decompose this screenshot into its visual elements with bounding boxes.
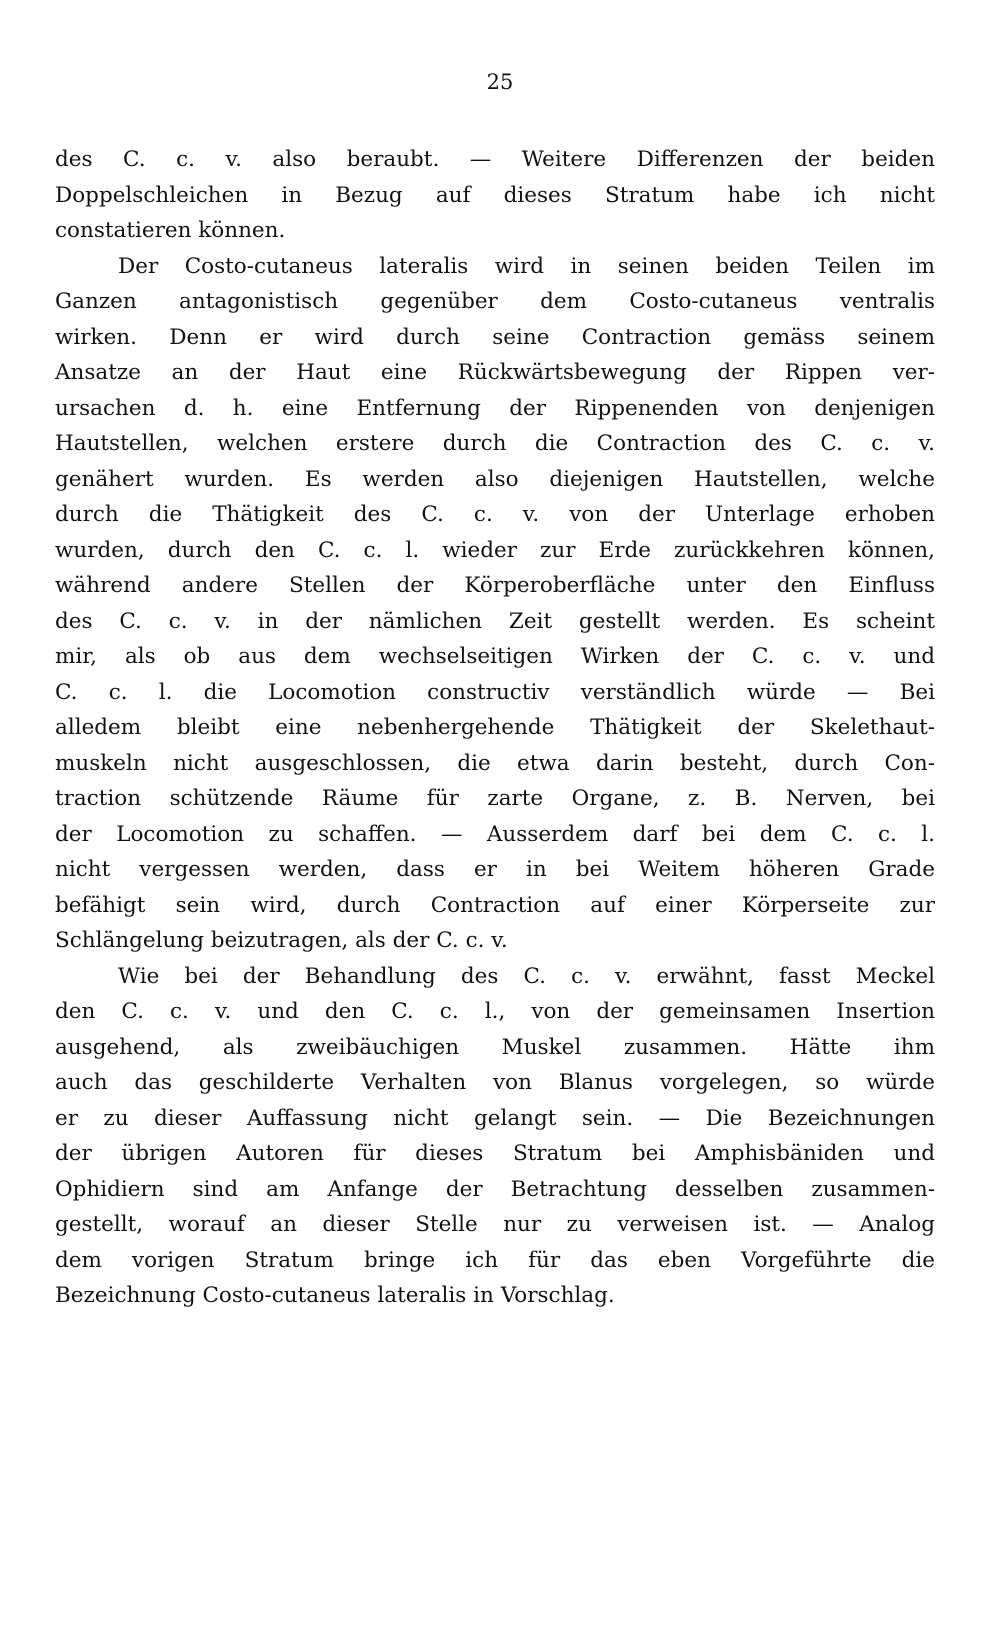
text-line: den C. c. v. und den C. c. l., von der gemeinsamen Insertion bbox=[55, 999, 935, 1024]
text-line: Der Costo-cutaneus lateralis wird in seinen beiden Teilen im bbox=[118, 253, 935, 279]
text-line: Ansatze an der Haut eine Rückwärtsbewegung der Rippen ver- bbox=[55, 360, 935, 385]
text-line: traction schützende Räume für zarte Organe, z. B. Nerven, bei bbox=[55, 786, 935, 811]
text-line: Doppelschleichen in Bezug auf dieses Stratum habe ich nicht bbox=[55, 182, 935, 208]
text-line: Wie bei der Behandlung des C. c. v. erwähnt, fasst Meckel bbox=[118, 963, 935, 989]
text-line: ausgehend, als zweibäuchigen Muskel zusammen. Hätte ihm bbox=[55, 1034, 935, 1060]
text-line: der Locomotion zu schaffen. — Ausserdem darf bei dem C. c. l. bbox=[55, 821, 935, 847]
text-line: befähigt sein wird, durch Contraction auf einer Körperseite zur bbox=[55, 892, 935, 918]
text-line: C. c. l. die Locomotion constructiv verständlich würde — Bei bbox=[55, 679, 935, 705]
text-line: mir, als ob aus dem wechselseitigen Wirken der C. c. v. und bbox=[55, 644, 935, 669]
body-text bbox=[55, 142, 935, 1314]
text-line: während andere Stellen der Körperoberfläche unter den Einfluss bbox=[55, 573, 935, 598]
text-line: des C. c. v. also beraubt. — Weitere Differenzen der beiden bbox=[55, 147, 935, 172]
text-line: wirken. Denn er wird durch seine Contraction gemäss seinem bbox=[55, 324, 935, 350]
text-line: Ophidiern sind am Anfange der Betrachtung desselben zusammen- bbox=[55, 1176, 935, 1202]
text-line: nicht vergessen werden, dass er in bei Weitem höheren Grade bbox=[55, 857, 935, 882]
text-line: wurden, durch den C. c. l. wieder zur Erde zurückkehren können, bbox=[55, 537, 935, 563]
text-line: gestellt, worauf an dieser Stelle nur zu verweisen ist. — Analog bbox=[55, 1212, 935, 1237]
text-line: muskeln nicht ausgeschlossen, die etwa darin besteht, durch Con- bbox=[55, 750, 935, 776]
text-line: dem vorigen Stratum bringe ich für das eben Vorgeführte die bbox=[55, 1247, 935, 1273]
text-line: des C. c. v. in der nämlichen Zeit gestellt werden. Es scheint bbox=[55, 608, 935, 634]
text-line: genähert wurden. Es werden also diejenigen Hautstellen, welche bbox=[55, 466, 935, 492]
text-line: Ganzen antagonistisch gegenüber dem Costo-cutaneus ventralis bbox=[55, 289, 935, 314]
text-line: alledem bleibt eine nebenhergehende Thätigkeit der Skelethaut- bbox=[55, 715, 935, 740]
text-line: constatieren können. bbox=[55, 218, 286, 243]
text-line: Hautstellen, welchen erstere durch die Contraction des C. c. v. bbox=[55, 431, 935, 456]
text-line: Schlängelung beizutragen, als der C. c. v. bbox=[55, 928, 508, 953]
text-line: er zu dieser Auffassung nicht gelangt sein. — Die Bezeichnungen bbox=[55, 1105, 935, 1131]
text-line: auch das geschilderte Verhalten von Blanus vorgelegen, so würde bbox=[55, 1070, 935, 1095]
text-line: ursachen d. h. eine Entfernung der Rippenenden von denjenigen bbox=[55, 395, 935, 421]
text-line: durch die Thätigkeit des C. c. v. von der Unterlage erhoben bbox=[55, 502, 935, 527]
text-line: Bezeichnung Costo-cutaneus lateralis in Vorschlag. bbox=[55, 1283, 615, 1308]
page-number: 25 bbox=[486, 70, 514, 94]
text-line: der übrigen Autoren für dieses Stratum bei Amphisbäniden und bbox=[55, 1141, 935, 1166]
